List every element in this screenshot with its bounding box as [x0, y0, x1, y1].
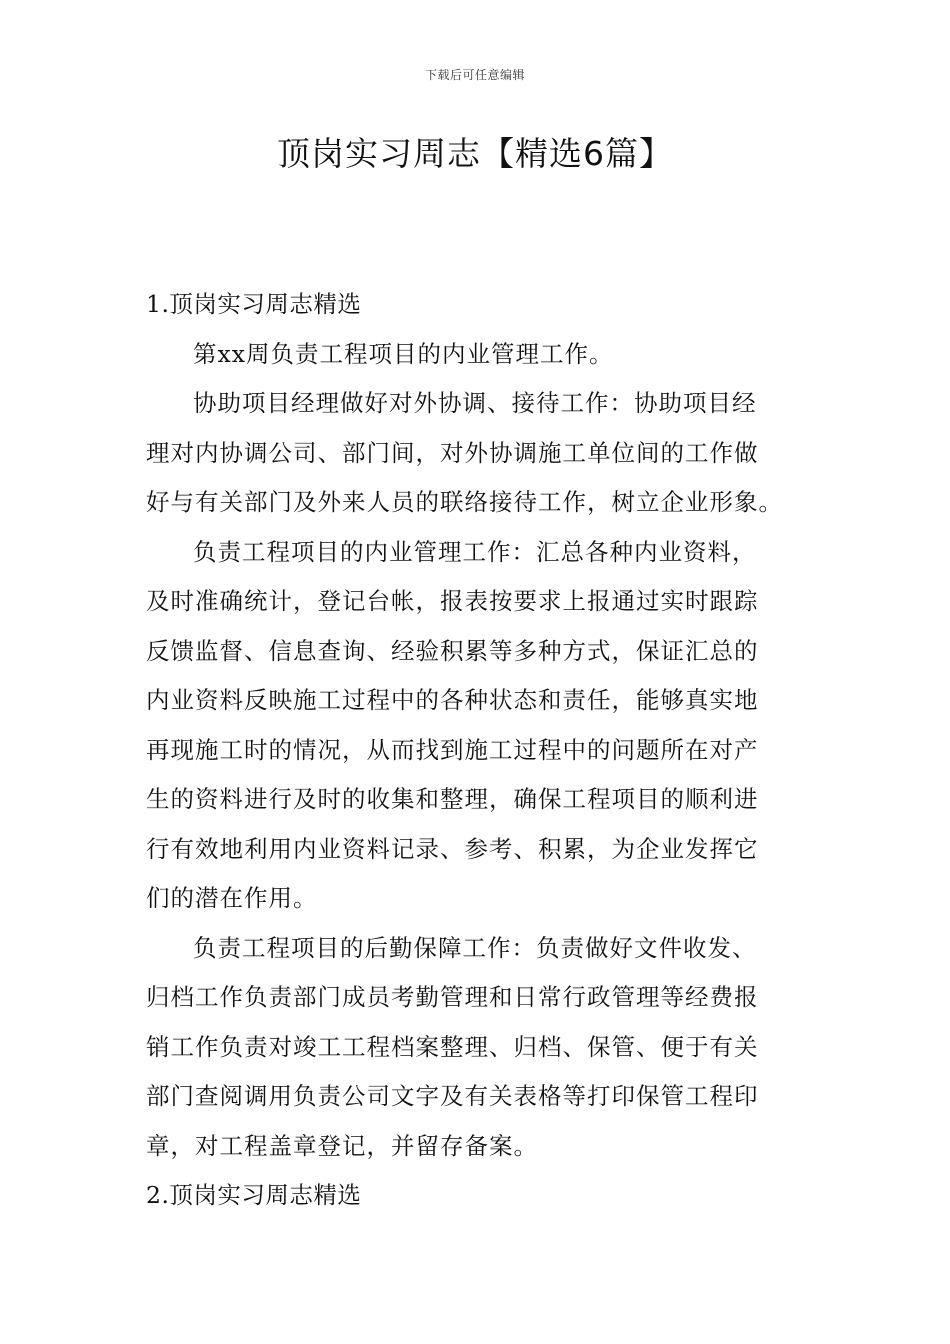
paragraph-line: 理对内协调公司、部门间，对外协调施工单位间的工作做 — [146, 438, 759, 467]
paragraph-line: 行有效地利用内业资料记录、参考、积累，为企业发挥它 — [146, 834, 759, 863]
paragraph-line: 章，对工程盖章登记，并留存备案。 — [146, 1131, 538, 1160]
paragraph-line: 及时准确统计，登记台帐，报表按要求上报通过实时跟踪 — [146, 587, 759, 615]
paragraph-line: 负责工程项目的内业管理工作：汇总各种内业资料， — [193, 537, 757, 566]
section-heading: 2.顶岗实习周志精选 — [146, 1181, 362, 1209]
paragraph-line: 内业资料反映施工过程中的各种状态和责任，能够真实地 — [146, 686, 759, 714]
paragraph — [146, 379, 806, 528]
paragraph-line: 销工作负责对竣工工程档案整理、归档、保管、便于有关 — [146, 1032, 759, 1061]
paragraph — [146, 924, 806, 1172]
paragraph-line: 负责工程项目的后勤保障工作：负责做好文件收发、 — [193, 933, 757, 962]
paragraph-line: 再现施工时的情况，从而找到施工过程中的问题所在对产 — [146, 735, 759, 764]
paragraph-line: 生的资料进行及时的收集和整理，确保工程项目的顺利进 — [146, 785, 759, 813]
paragraph-line: 归档工作负责部门成员考勤管理和日常行政管理等经费报 — [146, 983, 759, 1011]
document-body — [146, 280, 806, 1221]
paragraph — [146, 528, 806, 924]
section-heading: 1.顶岗实习周志精选 — [146, 290, 362, 318]
header-note: 下载后可任意编辑 — [424, 68, 525, 82]
paragraph-line: 反馈监督、信息查询、经验积累等多种方式，保证汇总的 — [146, 636, 759, 665]
document-title: 顶岗实习周志【精选6篇】 — [277, 134, 673, 173]
paragraph-line: 第xx周负责工程项目的内业管理工作。 — [193, 339, 614, 368]
paragraph-line: 部门查阅调用负责公司文字及有关表格等打印保管工程印 — [146, 1082, 759, 1110]
paragraph-line: 好与有关部门及外来人员的联络接待工作，树立企业形象。 — [146, 488, 783, 516]
paragraph-line: 们的潜在作用。 — [146, 884, 318, 912]
paragraph-line: 协助项目经理做好对外协调、接待工作：协助项目经 — [193, 389, 757, 417]
paragraph — [146, 330, 806, 380]
